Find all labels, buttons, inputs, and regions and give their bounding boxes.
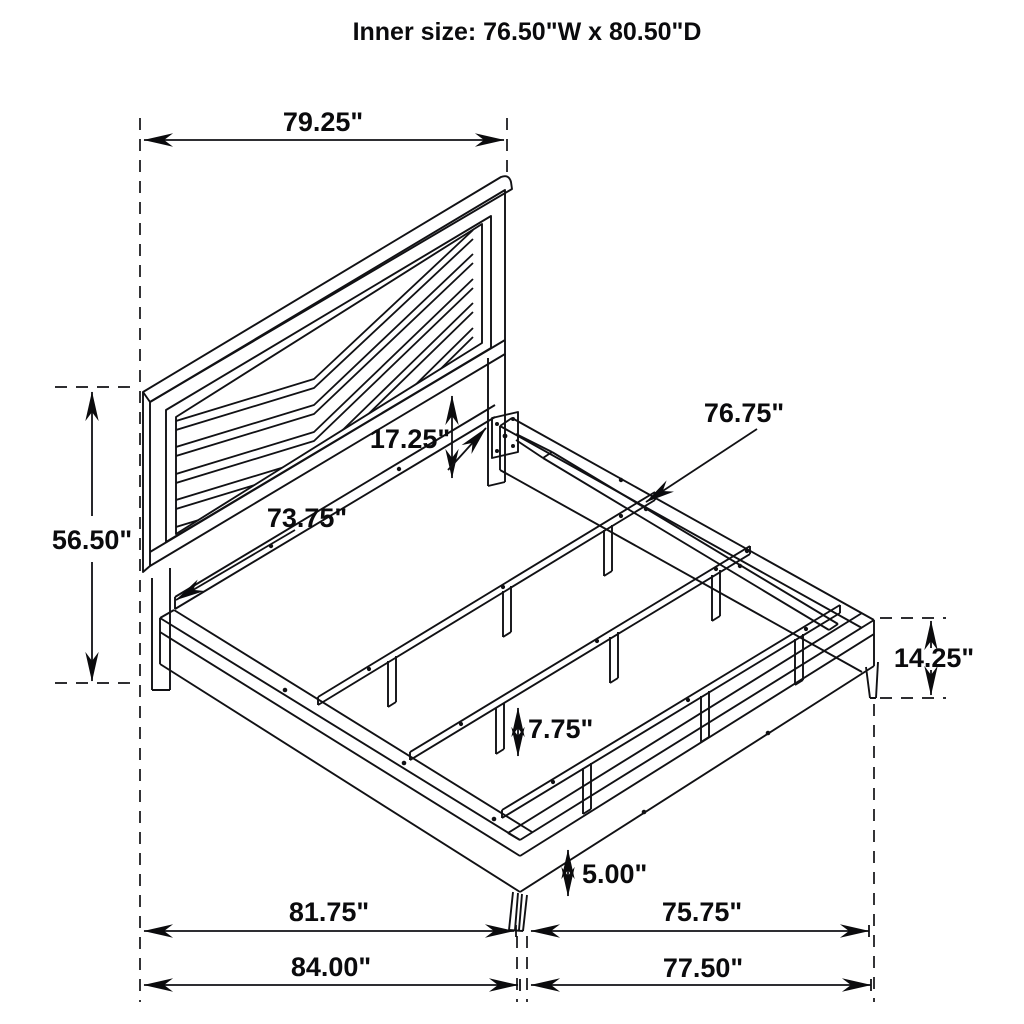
center-metal-rail	[516, 434, 838, 630]
dim-label-foot-clearance: 5.00"	[582, 859, 648, 889]
left-side-rail	[160, 610, 532, 892]
dimension-labels	[52, 18, 974, 983]
headboard-left-leg	[152, 568, 170, 690]
leader-arrow-center-rail	[646, 429, 757, 502]
dim-label-side-rail-length: 81.75"	[288, 897, 370, 927]
dim-label-footboard-inner: 75.75"	[661, 897, 743, 927]
slat-3	[502, 605, 840, 818]
dim-label-panel-drop: 17.25"	[369, 424, 451, 454]
dim-label-footboard-height: 14.25"	[893, 643, 975, 673]
headboard-chevron-pattern	[176, 230, 473, 536]
dim-label-overall-depth: 84.00"	[290, 952, 372, 982]
slats	[318, 492, 840, 818]
extension-lines	[55, 118, 946, 1002]
dim-label-footboard-overall: 77.50"	[662, 953, 744, 983]
headboard	[143, 176, 518, 690]
dim-label-center-rail: 76.75"	[703, 398, 785, 428]
dimension-lines	[92, 140, 931, 991]
dim-label-headboard-width: 79.25"	[282, 107, 364, 137]
dim-label-slat-rail: 73.75"	[266, 503, 348, 533]
inner-size-title: Inner size: 76.50"W x 80.50"D	[352, 18, 702, 46]
dim-label-slat-leg: 7.75"	[528, 714, 594, 744]
dim-label-headboard-height: 56.50"	[51, 525, 133, 555]
front-left-foot	[509, 892, 527, 931]
slat-1	[318, 492, 655, 707]
